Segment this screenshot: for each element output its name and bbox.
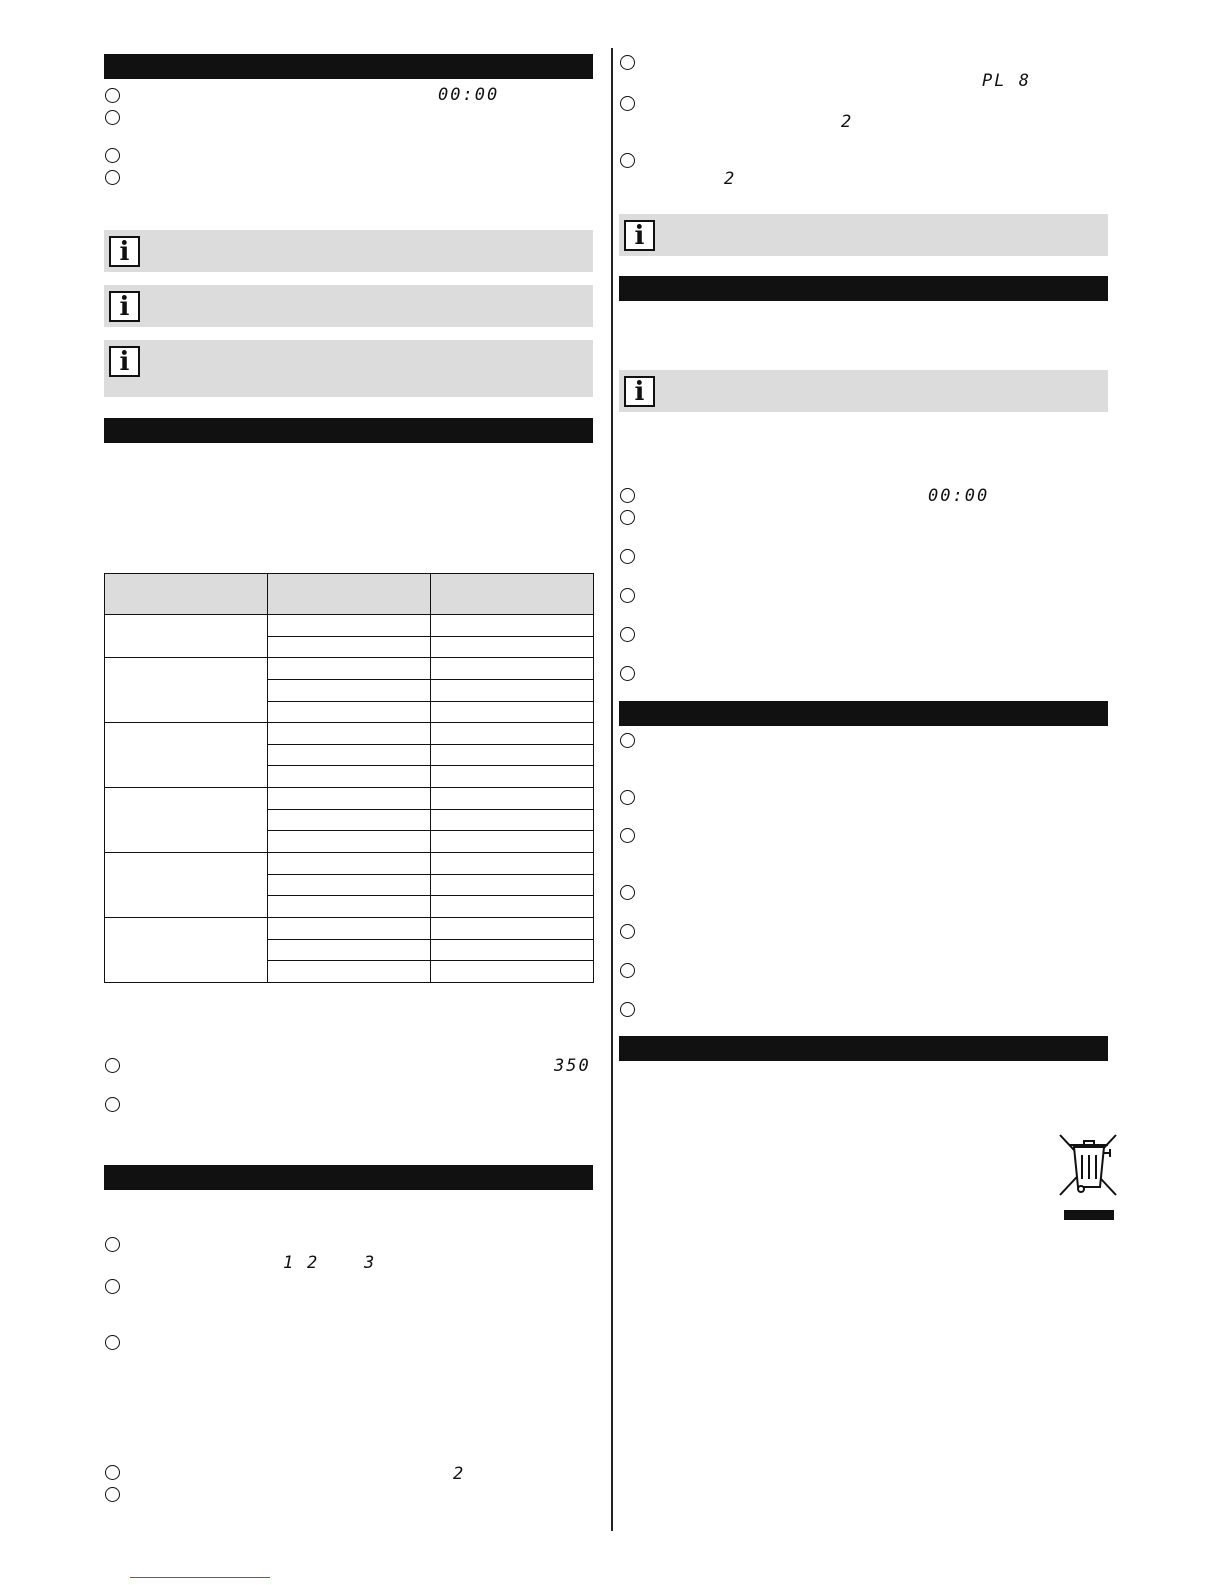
display-readout: 2: [841, 112, 854, 132]
table-group-cell: [105, 917, 268, 982]
display-readout: 1: [283, 1253, 296, 1273]
table-cell: [268, 766, 431, 788]
step-marker: [620, 666, 635, 681]
step-marker: [620, 55, 635, 70]
step-marker: [620, 588, 635, 603]
step-marker: [620, 733, 635, 748]
table-cell: [431, 658, 594, 680]
table-cell: [268, 896, 431, 918]
table-cell: [431, 809, 594, 831]
step-marker: [620, 924, 635, 939]
step-marker: [105, 1097, 120, 1112]
step-marker: [620, 885, 635, 900]
section-header-bar: [619, 276, 1108, 301]
table-cell: [431, 636, 594, 658]
table-header-cell: [268, 574, 431, 615]
table-cell: [268, 831, 431, 853]
table-cell: [431, 896, 594, 918]
info-icon: i: [624, 376, 655, 407]
display-readout: PL 8: [982, 71, 1031, 91]
table-cell: [268, 744, 431, 766]
step-marker: [105, 1335, 120, 1350]
table-cell: [268, 809, 431, 831]
step-marker: [105, 1058, 120, 1073]
step-marker: [620, 627, 635, 642]
info-note: [619, 370, 1108, 412]
table-cell: [431, 961, 594, 983]
table-row: [105, 917, 594, 939]
table-cell: [431, 744, 594, 766]
table-cell: [268, 939, 431, 961]
section-header-bar: [619, 701, 1108, 726]
step-marker: [105, 1487, 120, 1502]
info-icon: i: [624, 220, 655, 251]
step-marker: [620, 790, 635, 805]
column-divider: [611, 48, 613, 1531]
footer-link-underline: [130, 1577, 270, 1578]
section-header-bar: [104, 1165, 593, 1190]
table-cell: [431, 766, 594, 788]
step-marker: [620, 828, 635, 843]
table-row: [105, 658, 594, 680]
table-cell: [431, 939, 594, 961]
table-cell: [268, 853, 431, 875]
table-group-cell: [105, 615, 268, 658]
table-cell: [268, 658, 431, 680]
step-marker: [620, 549, 635, 564]
table-header-cell: [105, 574, 268, 615]
table-group-cell: [105, 723, 268, 788]
step-marker: [105, 170, 120, 185]
display-readout: 350: [554, 1056, 591, 1076]
table-row: [105, 853, 594, 875]
table-cell: [431, 615, 594, 637]
table-cell: [431, 723, 594, 745]
section-header-bar: [619, 1036, 1108, 1061]
step-marker: [620, 96, 635, 111]
table-cell: [268, 615, 431, 637]
table-group-cell: [105, 788, 268, 853]
table-cell: [431, 853, 594, 875]
table-cell: [268, 917, 431, 939]
program-table: [104, 573, 594, 983]
table-group-cell: [105, 853, 268, 918]
display-readout: 2: [307, 1253, 320, 1273]
display-readout: 00:00: [438, 85, 500, 105]
step-marker: [620, 488, 635, 503]
info-note: [104, 230, 593, 272]
info-icon: i: [109, 346, 140, 377]
table-group-cell: [105, 658, 268, 723]
table-row: [105, 615, 594, 637]
info-icon: i: [109, 236, 140, 267]
display-readout: 3: [364, 1253, 377, 1273]
step-marker: [620, 1002, 635, 1017]
section-header-bar: [104, 418, 593, 443]
display-readout: 2: [724, 169, 737, 189]
table-row: [105, 788, 594, 810]
step-marker: [620, 510, 635, 525]
info-note: [104, 285, 593, 327]
table-cell: [268, 636, 431, 658]
table-cell: [431, 831, 594, 853]
table-cell: [431, 917, 594, 939]
table-row: [105, 723, 594, 745]
table-cell: [268, 874, 431, 896]
table-cell: [268, 961, 431, 983]
table-cell: [431, 701, 594, 723]
table-cell: [268, 723, 431, 745]
info-note: [619, 214, 1108, 256]
step-marker: [105, 148, 120, 163]
step-marker: [105, 88, 120, 103]
table-cell: [431, 679, 594, 701]
table-cell: [268, 679, 431, 701]
table-header-cell: [431, 574, 594, 615]
display-readout: 2: [453, 1464, 466, 1484]
table-header-row: [105, 574, 594, 615]
table-cell: [431, 874, 594, 896]
table-cell: [268, 788, 431, 810]
step-marker: [105, 1279, 120, 1294]
info-note: [104, 340, 593, 397]
info-icon: i: [109, 291, 140, 322]
table-cell: [268, 701, 431, 723]
step-marker: [620, 963, 635, 978]
step-marker: [105, 110, 120, 125]
crossed-out-wheelie-bin-icon: [1058, 1133, 1120, 1221]
display-readout: 00:00: [928, 486, 990, 506]
step-marker: [620, 153, 635, 168]
section-header-bar: [104, 54, 593, 79]
table-cell: [431, 788, 594, 810]
step-marker: [105, 1465, 120, 1480]
step-marker: [105, 1237, 120, 1252]
